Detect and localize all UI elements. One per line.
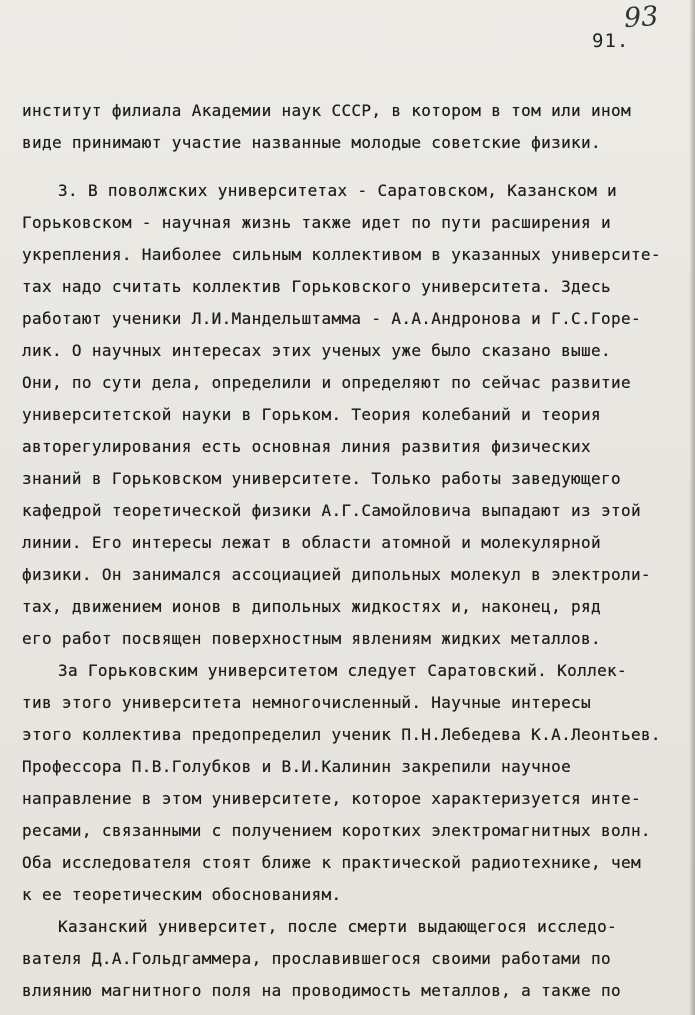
text-line: Оба исследователя стоят ближе к практической радиотехнике, чем <box>22 853 641 872</box>
text-line: этого коллектива предопределил ученик П.Н.Лебедева К.А.Леонтьев. <box>22 725 661 744</box>
text-line: Они, по сути дела, определили и определяют по сейчас развитие <box>22 373 631 392</box>
text-line: его работ посвящен поверхностным явлениям жидких металлов. <box>22 629 602 648</box>
text-line: авторегулирования есть основная линия развития физических <box>22 437 592 456</box>
text-line: За Горьковским университетом следует Саратовский. Коллек- <box>58 661 628 680</box>
text-line: Горьковском - научная жизнь также идет по пути расширения и <box>22 213 611 232</box>
text-line: линии. Его интересы лежат в области атомной и молекулярной <box>22 533 602 552</box>
text-line: знаний в Горьковском университете. Только работы заведующего <box>22 469 621 488</box>
text-line: университетской науки в Горьком. Теория колебаний и теория <box>22 405 602 424</box>
text-line: тив этого университета немногочисленный. Научные интересы <box>22 693 592 712</box>
text-line: укрепления. Наиболее сильным коллективом в указанных университе- <box>22 245 661 264</box>
text-line: тах, движением ионов в дипольных жидкостях и, наконец, ряд <box>22 597 602 616</box>
text-line: виде принимают участие названные молодые советские физики. <box>22 133 602 152</box>
page-edge-shadow <box>689 0 695 1015</box>
text-line: институт филиала Академии наук СССР, в котором в том или ином <box>22 101 631 120</box>
text-line: тах надо считать коллектив Горьковского университета. Здесь <box>22 277 611 296</box>
text-line: влиянию магнитного поля на проводимость металлов, а также по <box>22 981 621 1000</box>
text-line: Профессора П.В.Голубков и В.И.Калинин закрепили научное <box>22 757 572 776</box>
text-line: 3. В поволжских университетах - Саратовском, Казанском и <box>58 181 618 200</box>
text-line: направление в этом университете, которое характеризуется инте- <box>22 789 641 808</box>
text-line: вателя Д.А.Гольдгаммера, прославившегося своими работами по <box>22 949 611 968</box>
text-line: работают ученики Л.И.Мандельштамма - А.А.Андронова и Г.С.Горе- <box>22 309 641 328</box>
handwritten-page-number: 93 <box>622 0 660 35</box>
text-line: лик. О научных интересах этих ученых уже было сказано выше. <box>22 341 611 360</box>
text-line: кафедрой теоретической физики А.Г.Самойловича выпадают из этой <box>22 501 641 520</box>
page-number: 91. <box>592 30 630 52</box>
text-line: к ее теоретическим обоснованиям. <box>22 885 342 904</box>
text-line: физики. Он занимался ассоциацией дипольных молекул в электроли- <box>22 565 651 584</box>
text-line: Казанский университет, после смерти выдающегося исследо- <box>58 917 618 936</box>
text-line: ресами, связанными с получением коротких электромагнитных волн. <box>22 821 651 840</box>
